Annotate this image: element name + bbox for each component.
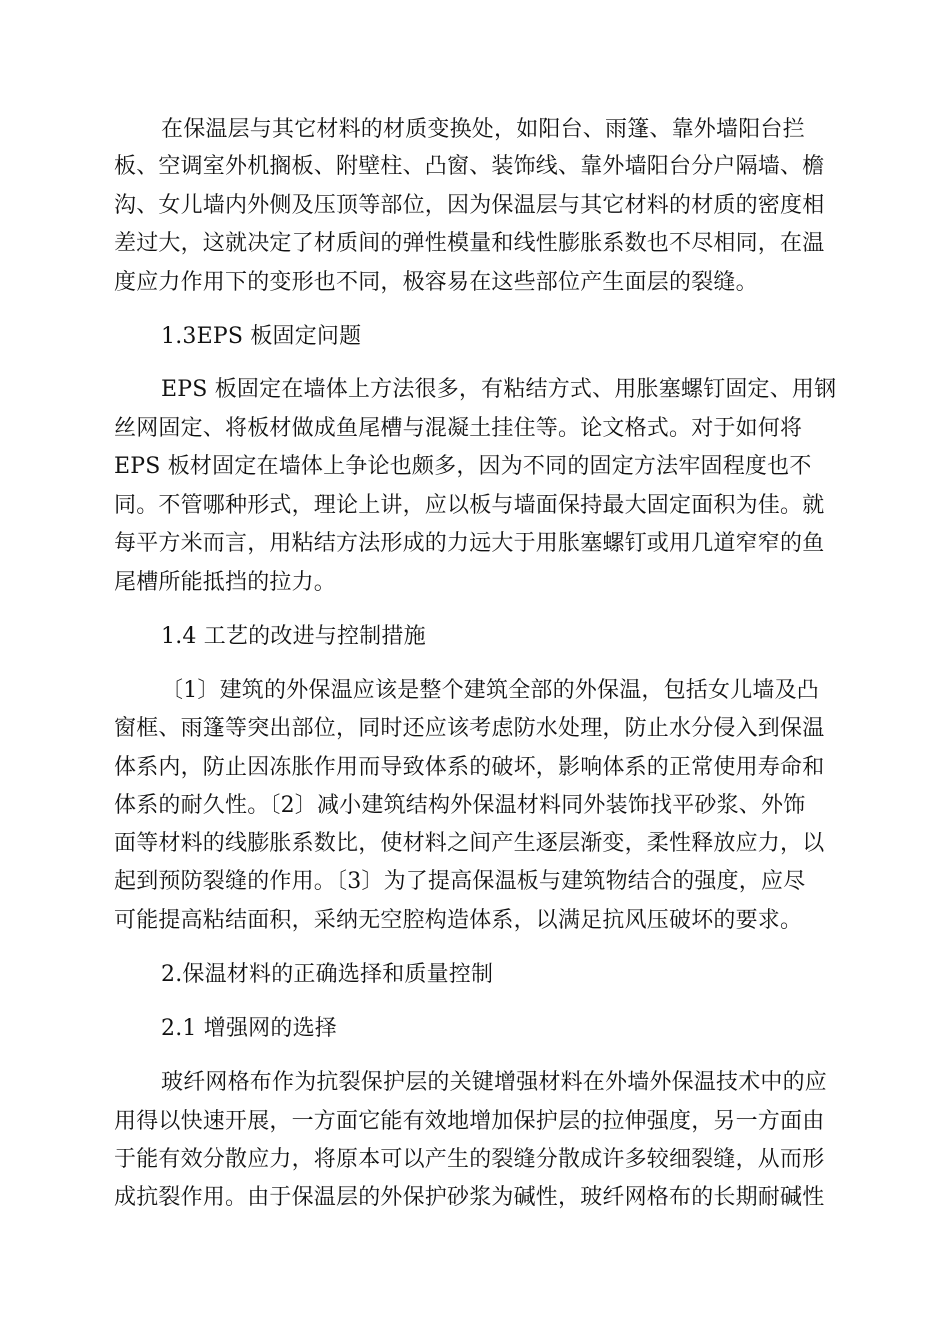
text-line: 面等材料的线膨胀系数比，使材料之间产生逐层渐变，柔性释放应力，以 bbox=[114, 831, 825, 856]
text-line: 同。不管哪种形式，理论上讲，应以板与墙面保持最大固定面积为佳。就 bbox=[114, 493, 825, 518]
text-line: 窗框、雨篷等突出部位，同时还应该考虑防水处理，防止水分侵入到保温 bbox=[114, 716, 825, 741]
section-heading-1-4: 1.4 工艺的改进与控制措施 bbox=[161, 624, 426, 649]
section-heading-2: 2.保温材料的正确选择和质量控制 bbox=[161, 962, 494, 987]
text-line: 每平方米而言，用粘结方法形成的力远大于用胀塞螺钉或用几道窄窄的鱼 bbox=[114, 531, 825, 556]
text-line: 起到预防裂缝的作用。〔3〕为了提高保温板与建筑物结合的强度，应尽 bbox=[114, 869, 806, 894]
text-line: 玻纤网格布作为抗裂保护层的关键增强材料在外墙外保温技术中的应 bbox=[161, 1070, 828, 1095]
text-line: 丝网固定、将板材做成鱼尾槽与混凝土挂住等。论文格式。对于如何将 bbox=[114, 416, 803, 441]
text-line: 用得以快速开展，一方面它能有效地增加保护层的拉伸强度，另一方面由 bbox=[114, 1109, 825, 1134]
text-line: 成抗裂作用。由于保温层的外保护砂浆为碱性，玻纤网格布的长期耐碱性 bbox=[114, 1185, 825, 1210]
text-line: 差过大，这就决定了材质间的弹性模量和线性膨胀系数也不尽相同，在温 bbox=[114, 231, 825, 256]
text-line: 在保温层与其它材料的材质变换处，如阳台、雨篷、靠外墙阳台拦 bbox=[161, 117, 805, 142]
section-heading-1-3: 1.3EPS 板固定问题 bbox=[161, 324, 362, 349]
text-line: 沟、女儿墙内外侧及压顶等部位，因为保温层与其它材料的材质的密度相 bbox=[114, 193, 825, 218]
text-line: 体系的耐久性。〔2〕减小建筑结构外保温材料同外装饰找平砂浆、外饰 bbox=[114, 793, 806, 818]
text-line: 于能有效分散应力，将原本可以产生的裂缝分散成许多较细裂缝，从而形 bbox=[114, 1147, 825, 1172]
text-line: 尾槽所能抵挡的拉力。 bbox=[114, 570, 337, 595]
text-line: 体系内，防止因冻胀作用而导致体系的破坏，影响体系的正常使用寿命和 bbox=[114, 755, 825, 780]
section-heading-2-1: 2.1 增强网的选择 bbox=[161, 1016, 337, 1041]
text-line: 可能提高粘结面积，采纳无空腔构造体系，以满足抗风压破坏的要求。 bbox=[114, 908, 803, 933]
text-line: EPS 板固定在墙体上方法很多，有粘结方式、用胀塞螺钉固定、用钢 bbox=[161, 377, 837, 402]
text-line: 度应力作用下的变形也不同，极容易在这些部位产生面层的裂缝。 bbox=[114, 270, 758, 295]
text-line: 板、空调室外机搁板、附壁柱、凸窗、装饰线、靠外墙阳台分户隔墙、檐 bbox=[114, 154, 825, 179]
text-line: 〔1〕建筑的外保温应该是整个建筑全部的外保温，包括女儿墙及凸 bbox=[161, 678, 819, 703]
text-line: EPS 板材固定在墙体上争论也颇多，因为不同的固定方法牢固程度也不 bbox=[114, 454, 812, 479]
